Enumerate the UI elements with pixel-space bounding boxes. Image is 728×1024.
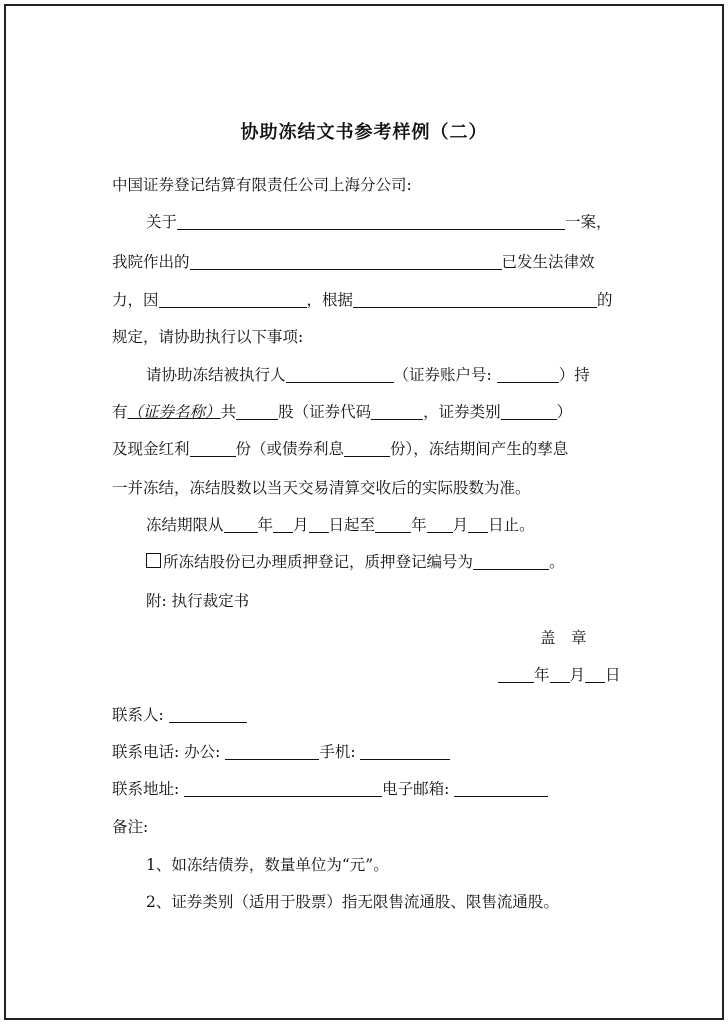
text-fen2: 份），冻结期间产生的孳息 [390, 440, 569, 458]
attachment: 附: 执行裁定书 [146, 592, 250, 610]
text-rizhi: 日止。 [488, 516, 535, 534]
sign-month-blank[interactable] [550, 666, 570, 683]
remarks-label: 备注: [112, 818, 149, 836]
text-fen: 份（或债券利息 [235, 440, 345, 458]
text-nian: 年 [257, 516, 274, 534]
day-start-blank[interactable] [309, 516, 329, 533]
date-nian: 年 [534, 666, 550, 684]
date-ri: 日 [605, 666, 621, 684]
case-blank[interactable] [177, 213, 565, 230]
para1-line1 [146, 211, 612, 233]
text-yue2: 月 [452, 516, 469, 534]
paren-close: ） [205, 403, 221, 421]
text-riqi: 日起至 [328, 516, 376, 534]
text-xianjin: 及现金红利 [112, 440, 190, 458]
interest-blank[interactable] [344, 440, 390, 457]
mobile-label: 手机: [319, 743, 356, 761]
para2-line2 [112, 401, 572, 423]
text-from: 冻结期限从 [146, 516, 224, 534]
text-you: 有 [112, 403, 128, 421]
reason-blank[interactable] [159, 291, 307, 308]
contact-person-line [112, 704, 247, 726]
para2-line3 [112, 438, 568, 460]
year-end-blank[interactable] [375, 516, 411, 533]
para2-line4: 一并冻结，冻结股数以当天交易清算交收后的实际股数为准。 [112, 479, 531, 497]
year-start-blank[interactable] [224, 516, 258, 533]
text-gong: 共 [220, 403, 237, 421]
contact-phone-line [112, 741, 450, 763]
dividend-blank[interactable] [190, 440, 236, 457]
remark-item: 2、证券类别（适用于股票）指无限售流通股、限售流通股。 [146, 893, 559, 911]
pledge-checkbox[interactable] [146, 553, 161, 568]
email-blank[interactable] [454, 780, 548, 797]
text-woyuan: 我院作出的 [112, 253, 190, 271]
security-name-placeholder [128, 403, 221, 421]
executee-blank[interactable] [286, 366, 394, 383]
text-category: ，证券类别 [423, 403, 501, 421]
para2-line1 [146, 364, 590, 386]
text-account: （证券账户号: [393, 366, 492, 384]
contact-person-blank[interactable] [169, 706, 247, 723]
office-phone-blank[interactable] [225, 743, 319, 760]
pledge-line [146, 551, 565, 573]
text-yian: 一案， [565, 213, 612, 231]
address-label: 联系地址: [112, 780, 180, 798]
account-blank[interactable] [497, 366, 559, 383]
text-guanyu: 关于 [146, 213, 178, 231]
addressee: 中国证券登记结算有限责任公司上海分公司: [112, 176, 412, 194]
address-blank[interactable] [184, 780, 382, 797]
term-line [146, 514, 535, 536]
contact-address-line [112, 778, 548, 800]
day-end-blank[interactable] [468, 516, 488, 533]
category-blank[interactable] [501, 403, 557, 420]
remark-item: 1、如冻结债券，数量单位为“元”。 [146, 856, 389, 874]
pledge-number-blank[interactable] [473, 553, 549, 570]
text-qing: 请协助冻结被执行人 [146, 366, 286, 384]
para1-line3 [112, 289, 613, 311]
security-name: 证券名称 [143, 403, 206, 421]
shares-blank[interactable] [236, 403, 278, 420]
date-line [498, 664, 621, 686]
text-nian2: 年 [411, 516, 427, 534]
text-close: ） [556, 403, 573, 421]
pledge-text: 所冻结股份已办理质押登记，质押登记编号为 [163, 553, 474, 571]
text-genju: ，根据 [306, 291, 354, 309]
sign-year-blank[interactable] [498, 666, 534, 683]
text-yue: 月 [293, 516, 309, 534]
date-yue: 月 [569, 666, 586, 684]
contact-phone-label: 联系电话: 办公: [112, 743, 221, 761]
para1-line4: 规定，请协助执行以下事项: [112, 328, 304, 346]
pledge-end: 。 [549, 553, 565, 571]
text-gu: 股（证券代码 [278, 403, 372, 421]
text-yifasheng: 已发生法律效 [501, 253, 595, 271]
paren-open: （ [127, 403, 144, 421]
seal-text: 盖 章 [540, 629, 587, 647]
text-de: 的 [597, 291, 613, 309]
document-title: 协助冻结文书参考样例（二） [240, 122, 488, 143]
mobile-blank[interactable] [360, 743, 450, 760]
text-chi: ）持 [558, 366, 590, 384]
email-label: 电子邮箱: [382, 780, 450, 798]
text-liyin: 力，因 [112, 291, 159, 309]
sign-day-blank[interactable] [585, 666, 605, 683]
contact-person-label: 联系人: [112, 706, 164, 724]
basis-blank[interactable] [353, 291, 597, 308]
code-blank[interactable] [371, 403, 423, 420]
ruling-blank[interactable] [190, 253, 502, 270]
month-end-blank[interactable] [427, 516, 453, 533]
para1-line2 [112, 251, 595, 273]
month-start-blank[interactable] [273, 516, 293, 533]
